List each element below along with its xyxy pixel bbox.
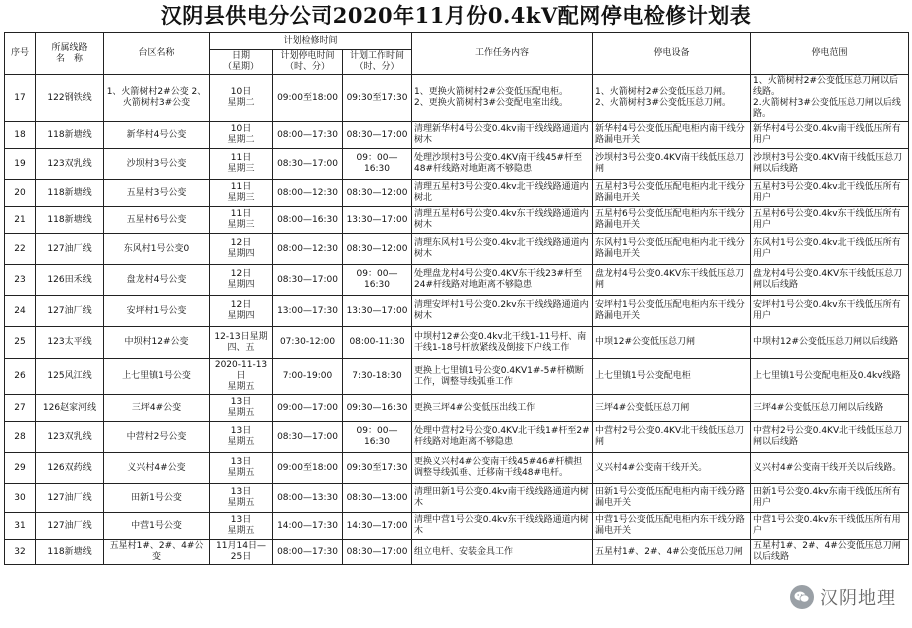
row-device: 义兴村4#公变南干线开关。 — [593, 453, 751, 484]
row-device: 三坪4#公变低压总刀闸 — [593, 395, 751, 422]
row-seq: 31 — [5, 513, 36, 540]
row-area: 中坝村12#公变 — [104, 327, 210, 359]
row-work-time: 7:30-18:30 — [343, 359, 412, 395]
row-line: 126双药线 — [36, 453, 104, 484]
table-body — [5, 75, 909, 565]
row-outage-time: 7:00-19:00 — [273, 359, 343, 395]
row-date: 11日 星期三 — [210, 149, 273, 180]
row-work-time: 09:30—16:30 — [343, 395, 412, 422]
header-area: 台区名称 — [104, 33, 210, 75]
row-outage-time: 14:00—17:30 — [273, 513, 343, 540]
row-task: 清理五星村6号公变0.4kv东干线线路通道内树木 — [412, 207, 593, 234]
row-outage-time: 08:00—17:30 — [273, 540, 343, 565]
row-seq: 29 — [5, 453, 36, 484]
row-device: 五星村1#、2#、4#公变低压总刀闸 — [593, 540, 751, 565]
row-outage-time: 08:00—12:30 — [273, 180, 343, 207]
row-date: 12日 星期四 — [210, 296, 273, 327]
row-area: 沙坝村3号公变 — [104, 149, 210, 180]
row-seq: 17 — [5, 75, 36, 122]
table-row — [5, 359, 909, 395]
header-outage-time: 计划停电时间 （时、分） — [273, 50, 343, 75]
row-date: 12日 星期四 — [210, 234, 273, 265]
table-row — [5, 484, 909, 513]
row-line: 118新塘线 — [36, 540, 104, 565]
row-device: 盘龙村4号公变0.4KV东干线低压总刀闸 — [593, 265, 751, 296]
row-device: 安坪村1号公变低压配电柜内东干线分路漏电开关 — [593, 296, 751, 327]
row-device: 中营村2号公变0.4KV北干线低压总刀闸 — [593, 422, 751, 453]
row-device: 中营1号公变低压配电柜内东干线分路漏电开关 — [593, 513, 751, 540]
table-row — [5, 265, 909, 296]
row-outage-time: 08:30—17:00 — [273, 265, 343, 296]
row-seq: 27 — [5, 395, 36, 422]
page-title: 汉阴县供电分公司2020年11月份0.4kV配网停电检修计划表 — [160, 3, 752, 28]
row-line: 127油厂线 — [36, 484, 104, 513]
row-device: 田新1号公变低压配电柜内南干线分路漏电开关 — [593, 484, 751, 513]
row-area: 上七里镇1号公变 — [104, 359, 210, 395]
row-area: 五星村1#、2#、4#公变 — [104, 540, 210, 565]
row-range: 东风村1号公变0.4kv北干线低压所有用户 — [751, 234, 909, 265]
row-area: 五星村3号公变 — [104, 180, 210, 207]
row-seq: 32 — [5, 540, 36, 565]
table-row — [5, 122, 909, 149]
row-seq: 19 — [5, 149, 36, 180]
row-task: 处理沙坝村3号公变0.4KV南干线45#杆至48#杆线路对地距离不够隐患 — [412, 149, 593, 180]
row-line: 118新塘线 — [36, 207, 104, 234]
row-task: 清理东风村1号公变0.4kv北干线线路通道内树木 — [412, 234, 593, 265]
row-seq: 18 — [5, 122, 36, 149]
row-work-time: 13:30—17:00 — [343, 296, 412, 327]
row-seq: 20 — [5, 180, 36, 207]
header-row-1 — [5, 33, 909, 50]
row-date: 10日 星期二 — [210, 75, 273, 122]
row-seq: 23 — [5, 265, 36, 296]
row-range: 中营1号公变0.4kv东干线低压所有用户 — [751, 513, 909, 540]
watermark-text: 汉阴地理 — [820, 588, 896, 609]
row-outage-time: 09:00至18:00 — [273, 453, 343, 484]
row-line: 126赵家河线 — [36, 395, 104, 422]
row-date: 11日 星期三 — [210, 180, 273, 207]
row-work-time: 13:30—17:00 — [343, 207, 412, 234]
row-task: 清理五星村3号公变0.4kv北干线线路通道内树北 — [412, 180, 593, 207]
row-line: 127油厂线 — [36, 296, 104, 327]
header-line: 所属线路 名 称 — [36, 33, 104, 75]
row-range: 义兴村4#公变南干线开关以后线路。 — [751, 453, 909, 484]
row-range: 沙坝村3号公变0.4KV南干线低压总刀闸以后线路 — [751, 149, 909, 180]
row-work-time: 09：00—16:30 — [343, 265, 412, 296]
table-row — [5, 180, 909, 207]
row-date: 13日 星期五 — [210, 453, 273, 484]
row-work-time: 08:30—12:00 — [343, 234, 412, 265]
row-range: 盘龙村4号公变0.4KV东干线低压总刀闸以后线路 — [751, 265, 909, 296]
row-date: 13日 星期五 — [210, 395, 273, 422]
row-date: 12-13日星期四、五 — [210, 327, 273, 359]
row-outage-time: 08:30—17:00 — [273, 149, 343, 180]
row-line: 127油厂线 — [36, 513, 104, 540]
row-task: 处理中营村2号公变0.4KV北干线1#杆至2#杆线路对地距离不够隐患 — [412, 422, 593, 453]
row-line: 123太平线 — [36, 327, 104, 359]
row-work-time: 09:30至17:30 — [343, 453, 412, 484]
wechat-icon — [790, 585, 814, 609]
watermark — [784, 582, 902, 612]
row-task: 更换三坪4#公变低压出线工作 — [412, 395, 593, 422]
row-outage-time: 08:00—13:30 — [273, 484, 343, 513]
header-task: 工作任务内容 — [412, 33, 593, 75]
row-task: 组立电杆、安装金具工作 — [412, 540, 593, 565]
row-seq: 21 — [5, 207, 36, 234]
table-row — [5, 513, 909, 540]
table-row — [5, 453, 909, 484]
row-task: 清理新华村4号公变0.4kv南干线线路通道内树木 — [412, 122, 593, 149]
row-area: 安坪村1号公变 — [104, 296, 210, 327]
row-seq: 28 — [5, 422, 36, 453]
row-seq: 30 — [5, 484, 36, 513]
row-outage-time: 08:00—16:30 — [273, 207, 343, 234]
row-range: 安坪村1号公变0.4kv东干线低压所有用户 — [751, 296, 909, 327]
table-row — [5, 395, 909, 422]
row-task: 中坝村12#公变0.4kv北干线1-11号杆、南干线1-18号杆放紧线及倒接下户线工作 — [412, 327, 593, 359]
row-outage-time: 09:00至18:00 — [273, 75, 343, 122]
row-seq: 22 — [5, 234, 36, 265]
row-range: 三坪4#公变低压总刀闸以后线路 — [751, 395, 909, 422]
row-line: 123双乳线 — [36, 422, 104, 453]
row-range: 五星村1#、2#、4#公变低压总刀闸以后线路 — [751, 540, 909, 565]
row-range: 五星村6号公变0.4kv东干线低压所有用户 — [751, 207, 909, 234]
outage-plan-table — [4, 32, 909, 565]
row-area: 五星村6号公变 — [104, 207, 210, 234]
header-work-time: 计划工作时间 （时、分） — [343, 50, 412, 75]
row-area: 盘龙村4号公变 — [104, 265, 210, 296]
row-task: 清理安坪村1号公变0.2kv东干线线路通道内树木 — [412, 296, 593, 327]
row-outage-time: 08:30—17:00 — [273, 422, 343, 453]
table-row — [5, 207, 909, 234]
row-line: 126田禾线 — [36, 265, 104, 296]
row-range: 1、火箭树村2#公变低压总刀闸以后线路。 2.火箭树村3#公变低压总刀闸以后线路。 — [751, 75, 909, 122]
row-line: 118新塘线 — [36, 122, 104, 149]
row-area: 中营1号公变 — [104, 513, 210, 540]
row-work-time: 08:30—17:00 — [343, 540, 412, 565]
row-work-time: 14:30—17:00 — [343, 513, 412, 540]
row-device: 新华村4号公变低压配电柜内南干线分路漏电开关 — [593, 122, 751, 149]
row-task: 处理盘龙村4号公变0.4KV东干线23#杆至24#杆线路对地距离不够隐患 — [412, 265, 593, 296]
row-date: 13日 星期五 — [210, 422, 273, 453]
row-outage-time: 09:00—17:00 — [273, 395, 343, 422]
row-task: 更换义兴村4#公变南干线45#46#杆横担调整导线弧垂、迁移南干线48#电杆。 — [412, 453, 593, 484]
row-line: 118新塘线 — [36, 180, 104, 207]
table-row — [5, 296, 909, 327]
table-row — [5, 540, 909, 565]
row-line: 123双乳线 — [36, 149, 104, 180]
row-area: 三坪4#公变 — [104, 395, 210, 422]
table-row — [5, 327, 909, 359]
table-row — [5, 75, 909, 122]
row-work-time: 08:00-11:30 — [343, 327, 412, 359]
row-area: 新华村4号公变 — [104, 122, 210, 149]
row-line: 127油厂线 — [36, 234, 104, 265]
row-range: 中营村2号公变0.4KV北干线低压总刀闸以后线路 — [751, 422, 909, 453]
row-outage-time: 07:30-12:00 — [273, 327, 343, 359]
row-line: 122钢铁线 — [36, 75, 104, 122]
row-range: 上七里镇1号公变配电柜及0.4kv线路 — [751, 359, 909, 395]
row-device: 五星村6号公变低压配电柜内东干线分路漏电开关 — [593, 207, 751, 234]
row-area: 中营村2号公变 — [104, 422, 210, 453]
row-line: 125风江线 — [36, 359, 104, 395]
row-device: 中坝12#公变低压总刀闸 — [593, 327, 751, 359]
row-range: 田新1号公变0.4kv东南干线低压所有用户 — [751, 484, 909, 513]
row-device: 上七里镇1号公变配电柜 — [593, 359, 751, 395]
row-device: 1、火箭树村2#公变低压总刀闸。 2、火箭树村3#公变低压总刀闸。 — [593, 75, 751, 122]
row-date: 11月14日—25日 — [210, 540, 273, 565]
header-seq: 序号 — [5, 33, 36, 75]
row-outage-time: 13:00—17:30 — [273, 296, 343, 327]
table-row — [5, 234, 909, 265]
row-work-time: 08:30—12:00 — [343, 180, 412, 207]
row-device: 沙坝村3号公变0.4KV南干线低压总刀闸 — [593, 149, 751, 180]
row-task: 清理中营1号公变0.4kv东干线线路通道内树木 — [412, 513, 593, 540]
row-seq: 25 — [5, 327, 36, 359]
row-date: 2020-11-13日 星期五 — [210, 359, 273, 395]
row-date: 13日 星期五 — [210, 484, 273, 513]
header-device: 停电设备 — [593, 33, 751, 75]
row-range: 中坝村12#公变低压总刀闸以后线路 — [751, 327, 909, 359]
row-date: 11日 星期三 — [210, 207, 273, 234]
row-range: 新华村4号公变0.4kv南干线低压所有用户 — [751, 122, 909, 149]
header-date: 日期 （星期） — [210, 50, 273, 75]
row-device: 五星村3号公变低压配电柜内北干线分路漏电开关 — [593, 180, 751, 207]
row-work-time: 09:30至17:30 — [343, 75, 412, 122]
row-task: 更换上七里镇1号公变0.4KV1#-5#杆横断工作，调整导线弧垂工作 — [412, 359, 593, 395]
header-range: 停电范围 — [751, 33, 909, 75]
row-date: 10日 星期二 — [210, 122, 273, 149]
row-seq: 26 — [5, 359, 36, 395]
row-work-time: 08:30—13:00 — [343, 484, 412, 513]
row-area: 1、火箭树村2#公变 2、火箭树村3#公变 — [104, 75, 210, 122]
row-work-time: 08:30—17:00 — [343, 122, 412, 149]
row-area: 东风村1号公变0 — [104, 234, 210, 265]
table-row — [5, 422, 909, 453]
row-work-time: 09：00—16:30 — [343, 149, 412, 180]
row-outage-time: 08:00—12:30 — [273, 234, 343, 265]
row-work-time: 09：00—16:30 — [343, 422, 412, 453]
row-range: 五星村3号公变0.4kv北干线低压所有用户 — [751, 180, 909, 207]
row-task: 清理田新1号公变0.4kv南干线线路通道内树木 — [412, 484, 593, 513]
row-seq: 24 — [5, 296, 36, 327]
table-row — [5, 149, 909, 180]
row-date: 12日 星期四 — [210, 265, 273, 296]
row-device: 东风村1号公变低压配电柜内北干线分路漏电开关 — [593, 234, 751, 265]
row-date: 13日 星期五 — [210, 513, 273, 540]
row-area: 义兴村4#公变 — [104, 453, 210, 484]
row-area: 田新1号公变 — [104, 484, 210, 513]
row-outage-time: 08:00—17:30 — [273, 122, 343, 149]
row-task: 1、更换火箭树村2#公变低压配电柜。 2、更换火箭树村3#公变配电室出线。 — [412, 75, 593, 122]
header-plan-time: 计划检修时间 — [210, 33, 412, 50]
